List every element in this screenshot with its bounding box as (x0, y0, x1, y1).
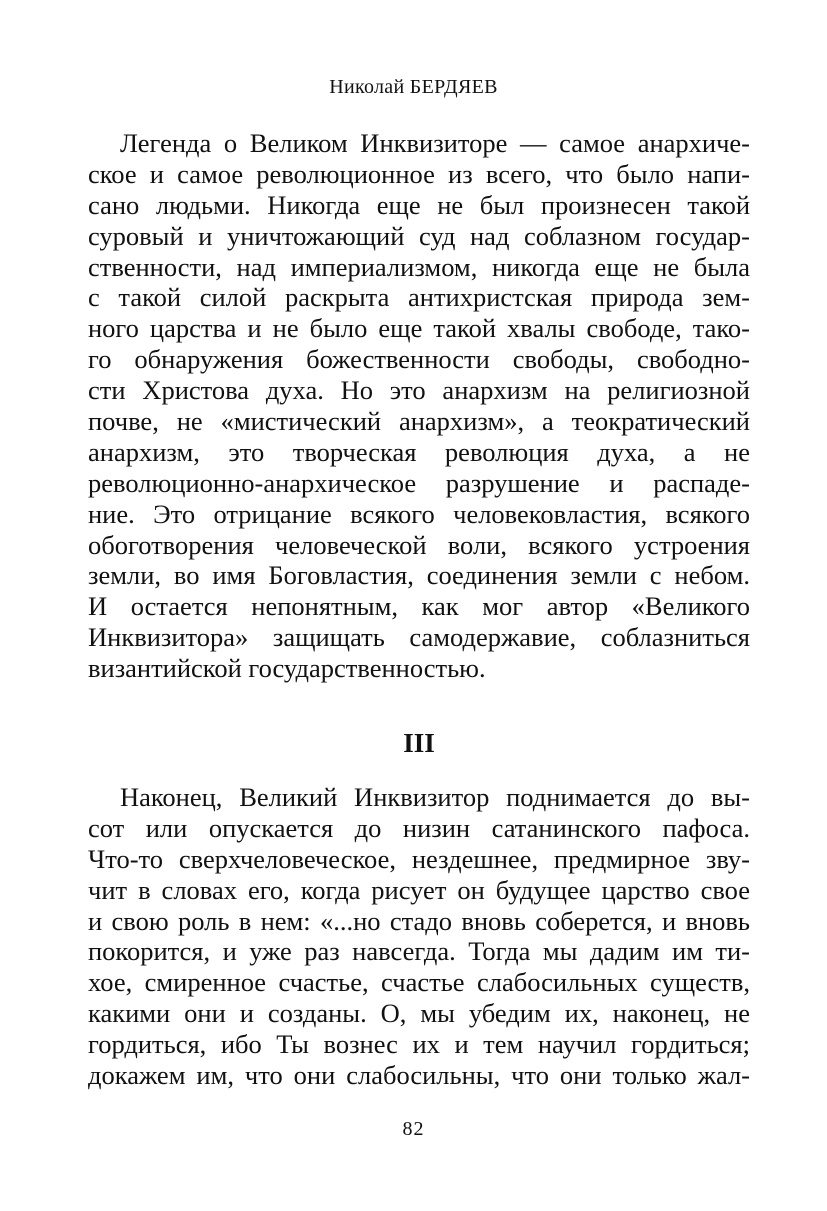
text-line: ние. Это отрицание всякого человековластия, всякого (88, 498, 750, 529)
text-line: И остается непонятным, как мог автор «Великого (88, 591, 750, 622)
text-line: хое, смиренное счастье, счастье слабосильных существ, (88, 967, 750, 998)
running-head: Николай БЕРДЯЕВ (329, 76, 498, 98)
page-number: 82 (402, 1118, 425, 1140)
text-line: гордиться, ибо Ты вознес их и тем научил гордиться; (88, 1029, 750, 1060)
text-line: обоготворения человеческой воли, всякого устроения (88, 529, 750, 560)
text-line: византийской государственностью. (88, 653, 486, 684)
text-line: сот или опускается до низин сатанинского пафоса. (88, 812, 750, 843)
text-line: сти Христова духа. Но это анархизм на религиозной (88, 375, 750, 406)
text-line: анархизм, это творческая революция духа, а не (88, 436, 750, 467)
text-line: суровый и уничтожающий суд над соблазном государ- (88, 220, 750, 251)
paragraph-1 (88, 128, 750, 684)
text-line: ственности, над империализмом, никогда еще не была (88, 251, 750, 282)
text-line: с такой силой раскрыта антихристская природа зем- (88, 282, 750, 313)
text-line: какими они и созданы. О, мы убедим их, наконец, не (88, 998, 750, 1029)
text-line: и свою роль в нем: «...но стадо вновь соберется, и вновь (88, 905, 750, 936)
text-line: Наконец, Великий Инквизитор поднимается до вы- (120, 782, 750, 813)
text-line: покорится, и уже раз навсегда. Тогда мы дадим им ти- (88, 936, 750, 967)
text-line: чит в словах его, когда рисует он будущее царство свое (88, 874, 750, 905)
page-body (88, 128, 750, 1091)
section-heading: III (403, 728, 435, 759)
text-line: почве, не «мистический анархизм», а теократический (88, 406, 750, 437)
text-line: ское и самое революционное из всего, что было напи- (88, 158, 750, 189)
text-line: го обнаружения божественности свободы, свободно- (88, 344, 750, 375)
text-line: революционно-анархическое разрушение и распаде- (88, 467, 750, 498)
paragraph-2 (88, 782, 750, 1091)
text-line: сано людьми. Никогда еще не был произнесен такой (88, 189, 750, 220)
text-line: ного царства и не было еще такой хвалы свободе, тако- (88, 313, 750, 344)
text-line: земли, во имя Боговластия, соединения земли с небом. (88, 560, 750, 591)
text-line: докажем им, что они слабосильны, что они только жал- (88, 1060, 750, 1091)
text-line: Легенда о Великом Инквизиторе — самое анархиче- (120, 128, 750, 158)
text-line: Инквизитора» защищать самодержавие, соблазниться (88, 622, 750, 653)
text-line: Что-то сверхчеловеческое, нездешнее, предмирное зву- (88, 843, 750, 874)
